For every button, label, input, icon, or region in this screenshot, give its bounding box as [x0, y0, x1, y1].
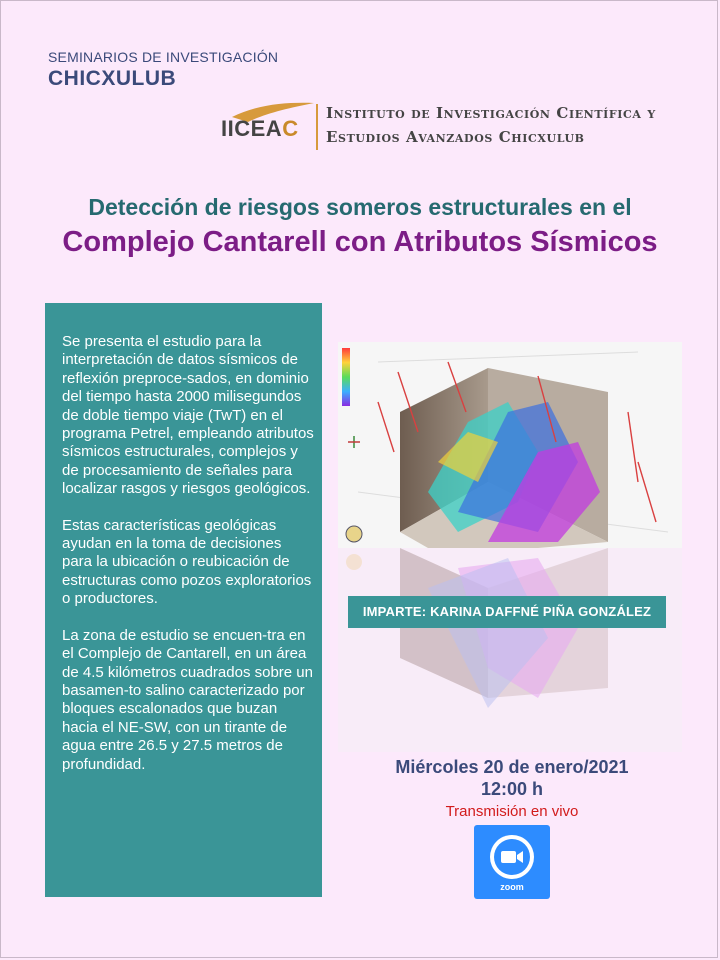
title-line-2: Complejo Cantarell con Atributos Sísmicos — [62, 226, 658, 258]
title-line-1: Detección de riesgos someros estructurales en el — [88, 194, 632, 220]
video-camera-icon — [490, 835, 534, 879]
speaker-banner: IMPARTE: KARINA DAFFNÉ PIÑA GONZÁLEZ — [348, 596, 666, 628]
abstract-paragraph-2: Estas características geológicas ayudan en la toma de decisiones para la ubicación o reubicación de estructuras como pozos exploratorios o productores. — [62, 516, 312, 608]
event-time: 12:00 h — [480, 779, 544, 799]
abstract-panel — [45, 303, 322, 897]
iiceac-logo — [221, 116, 299, 142]
event-date: Miércoles 20 de enero/2021 — [395, 757, 629, 777]
abstract-paragraph-1: Se presenta el estudio para la interpretación de datos sísmicos de reflexión preproce-sados, en dominio del tiempo hasta 2000 milisegundos de doble tiempo viaje (TwT) en el programa Petrel, empleando atributos sísmicos estructurales, complejos y de procesamiento de señales para localizar rasgos y riesgos geológicos. — [62, 333, 314, 498]
zoom-label: zoom — [500, 882, 524, 892]
zoom-icon-circle — [490, 835, 534, 879]
abstract-paragraph-3: La zona de estudio se encuen-tra en el Complejo de Cantarell, en un área de 4.5 kilómetros cuadrados sobre un basamen-to salino caracterizado por bloques escalonados que buzan hacia el NE-SW, con un tirante de agua entre 26.5 y 27.5 metros de profundidad. — [62, 626, 313, 773]
institute-name-line-2: Estudios Avanzados Chicxulub — [326, 128, 585, 146]
zoom-logo-button[interactable] — [474, 825, 550, 899]
logo-text-accent: C — [282, 116, 299, 141]
logo-separator — [316, 104, 318, 150]
seismic-cube-reflection-image — [338, 548, 682, 752]
institute-name-line-1: Instituto de Investigación Científica y — [326, 104, 656, 122]
series-label: SEMINARIOS DE INVESTIGACIÓN — [48, 49, 279, 65]
series-name: CHICXULUB — [48, 67, 177, 90]
logo-text-main: IICEA — [221, 116, 283, 141]
event-mode: Transmisión en vivo — [445, 803, 579, 820]
seismic-cube-image — [338, 342, 682, 548]
